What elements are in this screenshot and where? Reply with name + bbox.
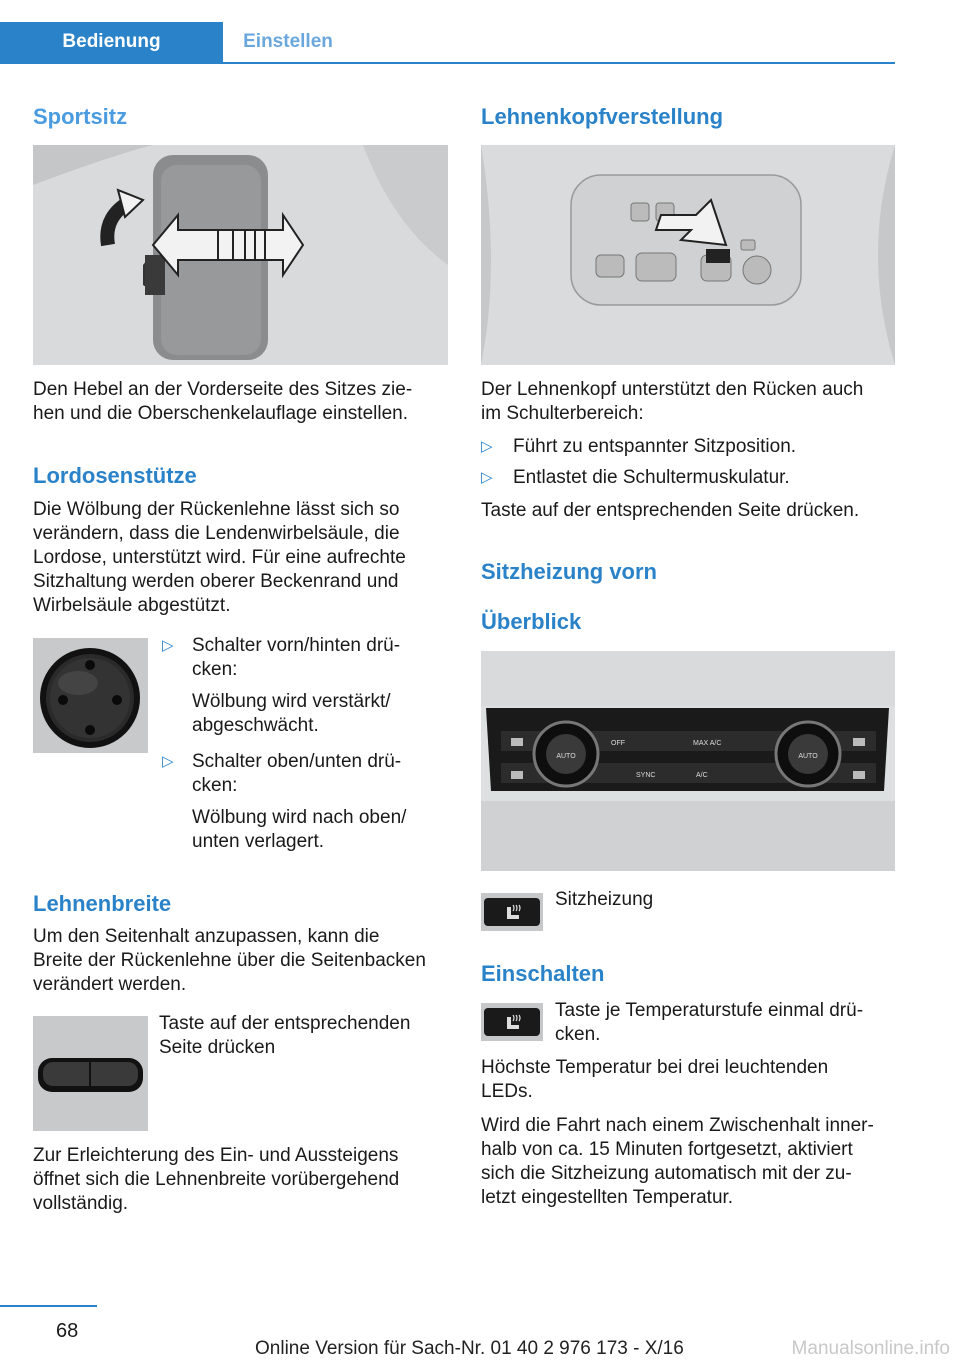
lordosenstuetze-heading: Lordosenstütze [33,463,197,488]
lordose-bullet-2-sub-2: unten verlagert. [192,831,325,852]
panel-sync: SYNC [636,772,656,779]
einschalten-text-2-line-2: halb von ca. 15 Minuten fortgesetzt, aktiviert [481,1139,853,1160]
einschalten-note [555,999,900,1047]
lehnenbreite-note-line-2: Seite drücken [159,1037,276,1058]
sportsitz-text-line-1: Den Hebel an der Vorderseite des Sitzes zie- [33,379,413,400]
panel-auto-right: AUTO [798,753,818,760]
lehnenbreite-button-image [33,1016,148,1131]
einschalten-text-2-line-3: sich die Sitzheizung automatisch mit der zu- [481,1163,852,1184]
sportsitz-text-line-2: hen und die Oberschenkelauflage einstellen. [33,403,408,424]
einschalten-text-1-line-2: LEDs. [481,1081,533,1102]
sitzheizung-label: Sitzheizung [555,889,654,910]
bullet-triangle-icon: ▷ [481,438,493,455]
einschalten-text-1 [481,1056,901,1104]
lehnenbreite-line-3: verändert werden. [33,974,187,995]
lehnenkopf-bullet-1-text: Führt zu entspannter Sitzposition. [513,436,797,457]
einschalten-text-2-line-1: Wird die Fahrt nach einem Zwischenhalt inner- [481,1115,874,1136]
bullet-triangle-icon: ▷ [481,469,493,486]
lehnenbreite-note-line-1: Taste auf der entsprechenden [159,1013,411,1034]
bullet-triangle-icon: ▷ [162,753,174,770]
lehnenbreite-text [33,925,453,997]
lordose-line-4: Sitzhaltung werden oberer Beckenrand und [33,571,399,592]
lehnenbreite-heading: Lehnenbreite [33,891,172,916]
lehnenbreite-footer-line-2: öffnet sich die Lehnenbreite vorübergehend [33,1169,400,1190]
lordose-bullet-1 [162,634,452,738]
lehnenkopf-note: Taste auf der entsprechenden Seite drücken. [481,500,860,521]
lehnenkopf-line-2: im Schulterbereich: [481,403,644,424]
ueberblick-heading: Überblick [481,609,582,634]
lordose-line-5: Wirbelsäule abgestützt. [33,595,231,616]
sportsitz-illustration [33,145,448,365]
watermark: Manualsonline.info [791,1338,950,1359]
lehnenbreite-note [159,1012,449,1060]
online-version-footer: Online Version für Sach-Nr. 01 40 2 976 173 - X/16 [255,1338,684,1359]
climate-panel-illustration [481,651,895,871]
page-number: 68 [56,1320,79,1342]
panel-auto-left: AUTO [556,753,576,760]
seat-heater-button-image-2 [481,1003,543,1041]
lordose-line-1: Die Wölbung der Rückenlehne lässt sich so [33,499,400,520]
einschalten-text-1-line-1: Höchste Temperatur bei drei leuchtenden [481,1057,829,1078]
lehnenkopf-line-1: Der Lehnenkopf unterstützt den Rücken auch [481,379,864,400]
einschalten-text-2-line-4: letzt eingestellten Temperatur. [481,1187,734,1208]
panel-off: OFF [611,740,625,747]
page-number-rule [0,1305,97,1307]
lehnenkopf-illustration [481,145,895,365]
lehnenkopf-text [481,378,896,426]
einschalten-heading: Einschalten [481,961,605,986]
lordose-bullet-2 [162,750,452,854]
lehnenkopf-bullet-2-text: Entlastet die Schultermuskulatur. [513,467,790,488]
lordose-bullet-2-line-1: Schalter oben/unten drü- [192,751,402,772]
chapter-tabs [0,22,895,64]
lehnenbreite-footer-line-3: vollständig. [33,1193,129,1214]
lehnenkopf-bullet-1 [481,435,896,459]
sportsitz-heading: Sportsitz [33,104,128,129]
lordose-bullet-1-sub-2: abgeschwächt. [192,715,319,736]
lehnenbreite-line-1: Um den Seitenhalt anzupassen, kann die [33,926,380,947]
lehnenkopf-bullet-2 [481,466,896,490]
lordose-line-2: verändern, dass die Lendenwirbelsäule, die [33,523,400,544]
panel-max-ac: MAX A/C [693,740,722,747]
einschalten-note-line-1: Taste je Temperaturstufe einmal drü- [555,1000,864,1021]
tab-einstellen[interactable]: Einstellen [243,31,333,52]
seat-heater-button-image [481,893,543,931]
lehnenbreite-footer-text [33,1144,453,1216]
lordosenstuetze-text [33,498,453,618]
lordose-bullet-1-sub-1: Wölbung wird verstärkt/ [192,691,391,712]
lordose-bullet-2-sub-1: Wölbung wird nach oben/ [192,807,407,828]
einschalten-text-2 [481,1114,901,1210]
lehnenbreite-line-2: Breite der Rückenlehne über die Seitenbacken [33,950,426,971]
einschalten-note-line-2: cken. [555,1024,601,1045]
lordose-line-3: Lordose, unterstützt wird. Für eine aufrechte [33,547,406,568]
lordose-switch-image [33,638,148,753]
lordose-bullet-1-line-2: cken: [192,659,238,680]
lehnenkopf-heading: Lehnenkopfverstellung [481,104,724,129]
sportsitz-text [33,378,448,426]
lordose-bullet-1-line-1: Schalter vorn/hinten drü- [192,635,401,656]
sitzheizung-heading: Sitzheizung vorn [481,559,657,584]
panel-ac: A/C [696,772,708,779]
bullet-triangle-icon: ▷ [162,637,174,654]
lehnenbreite-footer-line-1: Zur Erleichterung des Ein- und Aussteigens [33,1145,399,1166]
tab-bedienung[interactable]: Bedienung [0,22,223,62]
lordose-bullet-2-line-2: cken: [192,775,238,796]
